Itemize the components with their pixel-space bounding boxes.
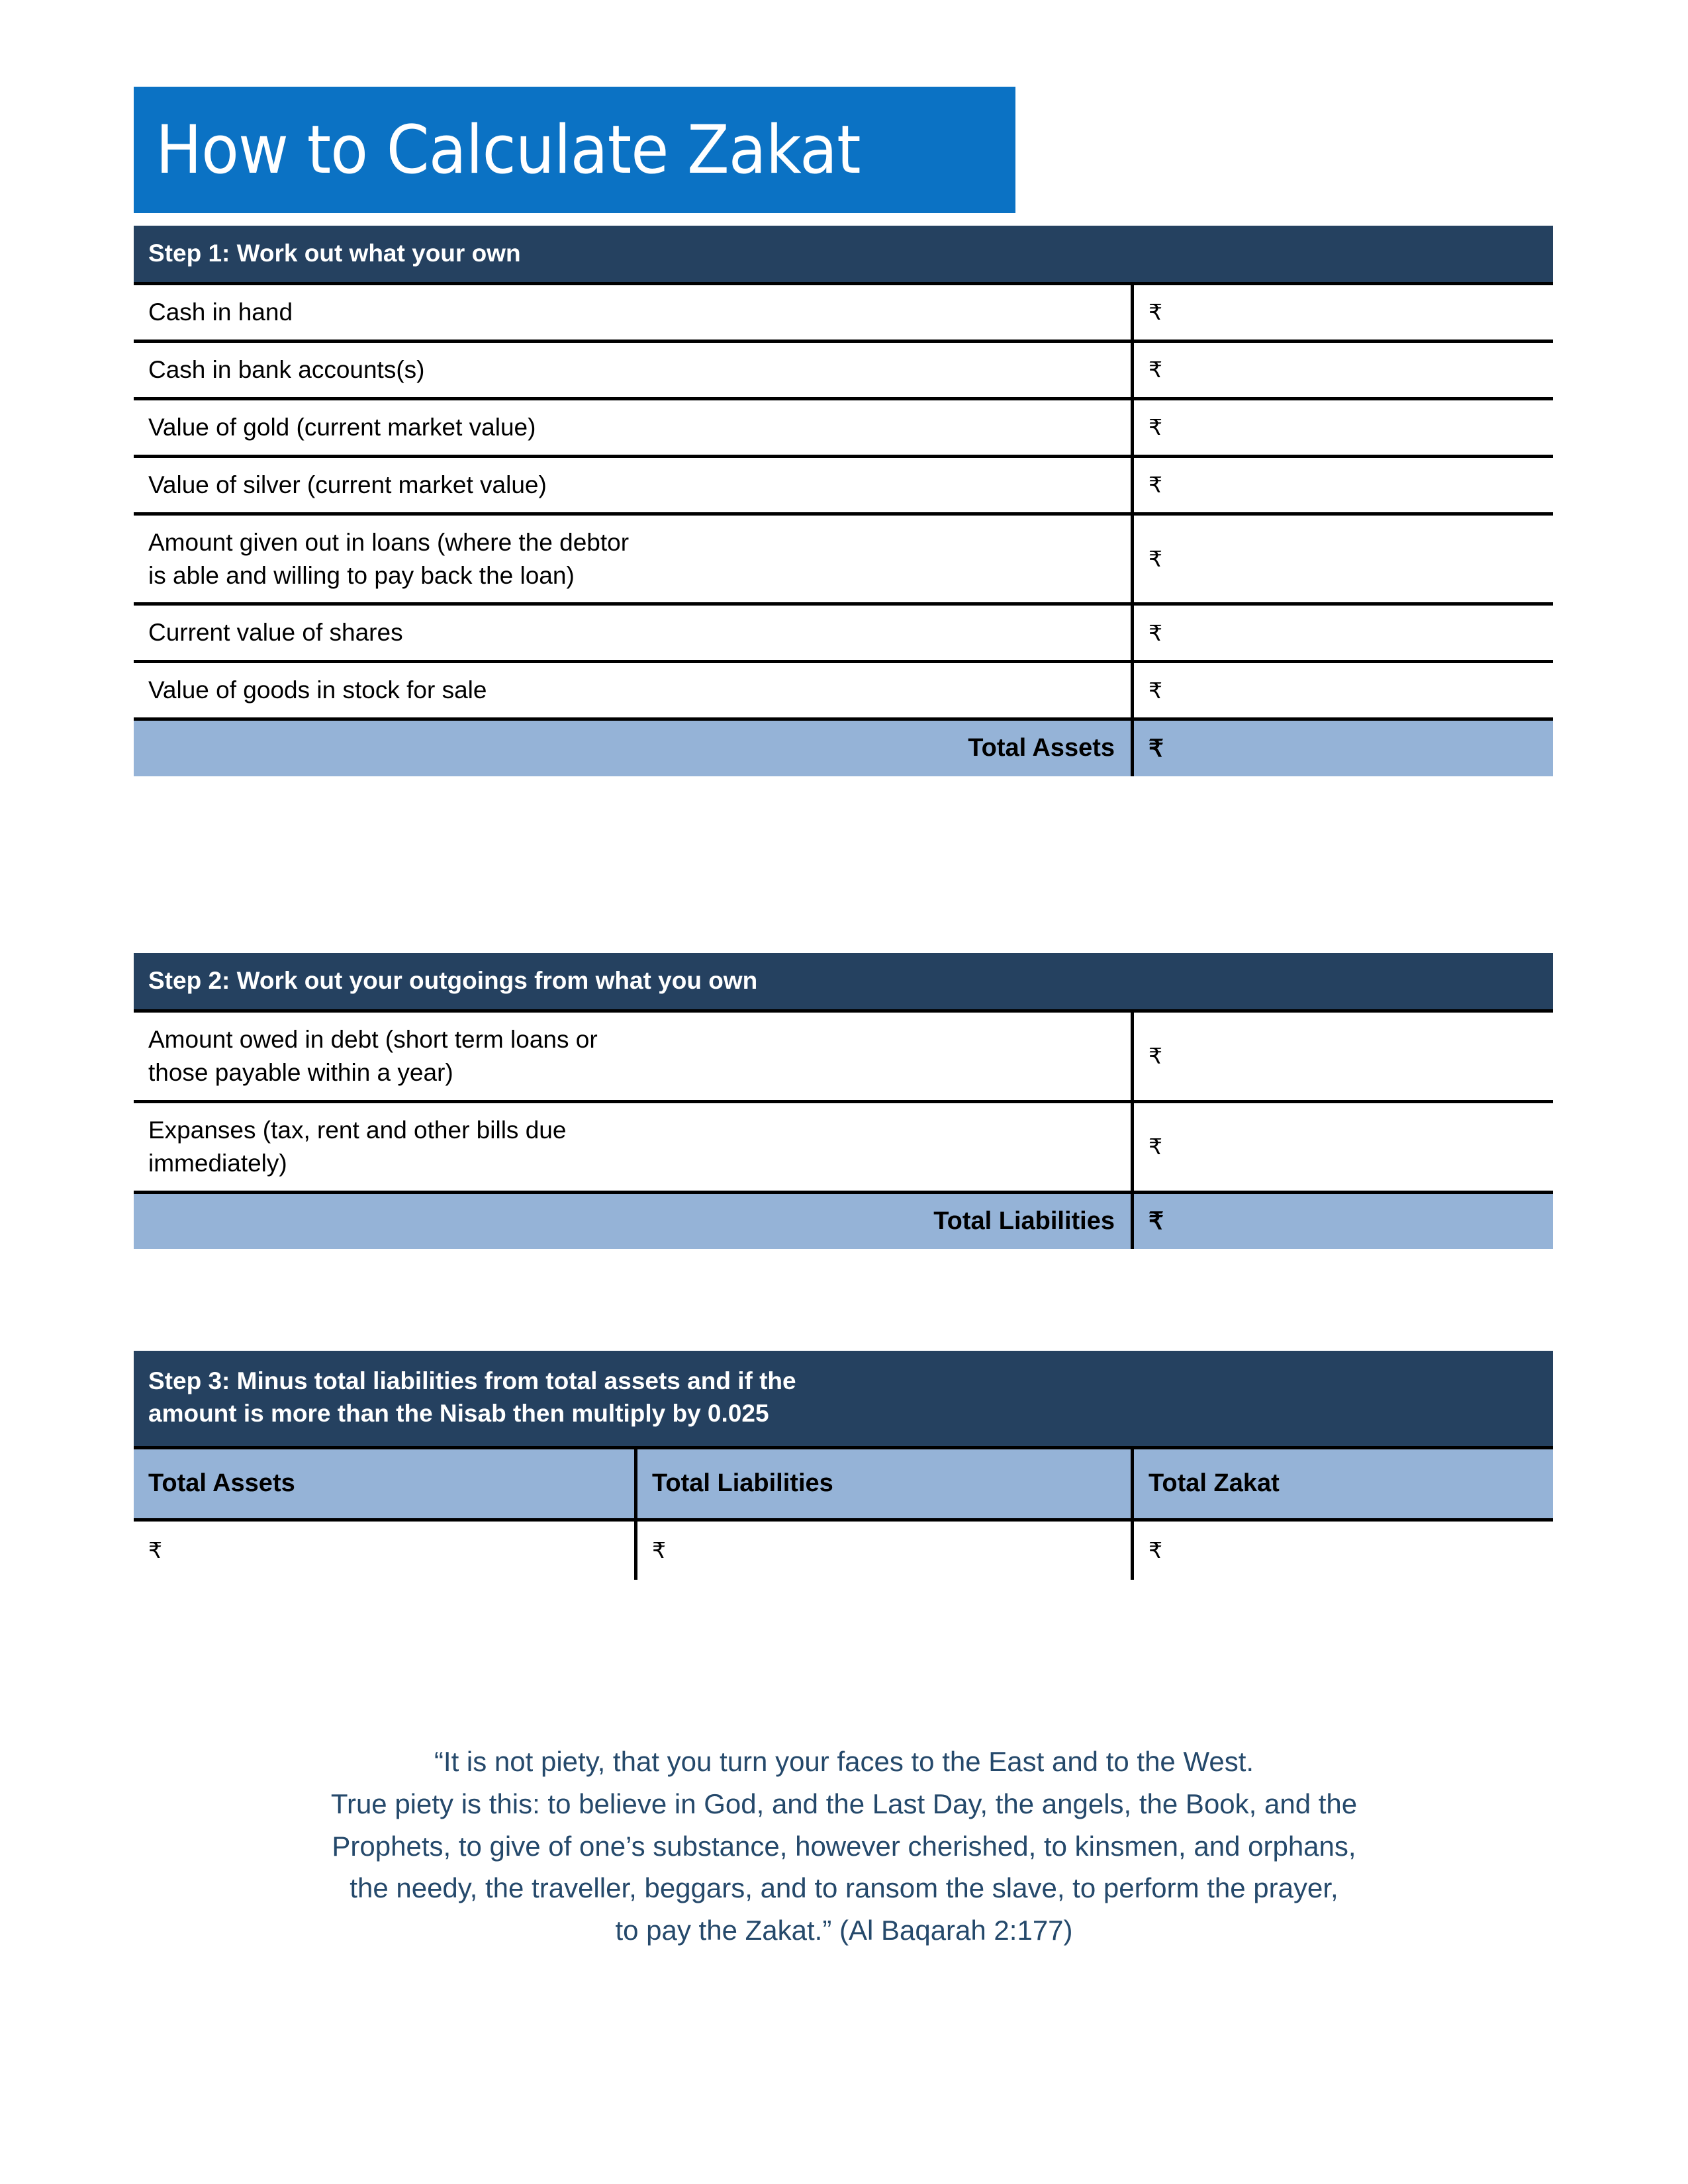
table-row xyxy=(134,663,1553,721)
row-label-line: is able and willing to pay back the loan) xyxy=(148,561,575,589)
total-assets-row xyxy=(134,721,1553,776)
row-label-line: those payable within a year) xyxy=(148,1058,453,1086)
row-label xyxy=(134,400,1131,455)
row-label-line: Amount owed in debt (short term loans or xyxy=(148,1025,598,1053)
column-header-total-zakat: Total Zakat xyxy=(1131,1449,1553,1518)
amount-input-cell[interactable]: ₹ xyxy=(1131,663,1553,717)
quote-line: Prophets, to give of one’s substance, however cherished, to kinsmen, and orphans, xyxy=(332,1830,1356,1862)
document-title-banner xyxy=(134,87,1015,213)
step1-table xyxy=(134,226,1553,776)
table-row xyxy=(134,343,1553,400)
amount-input-cell[interactable]: ₹ xyxy=(1131,400,1553,455)
quote-line: to pay the Zakat.” (Al Baqarah 2:177) xyxy=(615,1915,1073,1946)
quote-line: True piety is this: to believe in God, and the Last Day, the angels, the Book, and the xyxy=(330,1788,1358,1819)
row-label-line: Value of silver (current market value) xyxy=(148,471,547,498)
step1-header: Step 1: Work out what your own xyxy=(134,226,1553,285)
quran-quote xyxy=(0,1741,1688,1952)
step3-header-line: amount is more than the Nisab then multiply by 0.025 xyxy=(148,1399,769,1427)
quote-line: the needy, the traveller, beggars, and to ransom the slave, to perform the prayer, xyxy=(350,1872,1338,1904)
row-label xyxy=(134,285,1131,340)
column-header-total-assets: Total Assets xyxy=(148,1469,295,1498)
row-label xyxy=(134,663,1131,717)
row-label-line: immediately) xyxy=(148,1149,287,1177)
amount-input-cell[interactable]: ₹ xyxy=(1131,285,1553,340)
amount-input-cell[interactable]: ₹ xyxy=(1131,458,1553,512)
table-row xyxy=(134,285,1553,343)
step3-header xyxy=(134,1351,1553,1449)
row-label-line: Expanses (tax, rent and other bills due xyxy=(148,1116,567,1144)
row-label-line: Value of gold (current market value) xyxy=(148,413,536,441)
total-liabilities-label: Total Liabilities xyxy=(933,1206,1115,1235)
row-label-line: Amount given out in loans (where the debtor xyxy=(148,528,630,556)
amount-input-cell[interactable]: ₹ xyxy=(1131,1013,1553,1100)
amount-input-cell[interactable]: ₹ xyxy=(1131,516,1553,603)
row-label-line: Cash in hand xyxy=(148,298,293,326)
step3-value-row xyxy=(134,1522,1553,1580)
row-label xyxy=(134,343,1131,397)
table-row xyxy=(134,516,1553,606)
row-label xyxy=(134,516,1131,603)
value-total-liabilities[interactable]: ₹ xyxy=(634,1522,1131,1580)
total-liabilities-value[interactable]: ₹ xyxy=(1131,1194,1553,1249)
row-label xyxy=(134,1013,1131,1100)
value-total-zakat[interactable]: ₹ xyxy=(1131,1522,1553,1580)
total-liabilities-row xyxy=(134,1194,1553,1249)
row-label xyxy=(134,1103,1131,1191)
step3-column-headers xyxy=(134,1449,1553,1522)
step3-table xyxy=(134,1351,1553,1580)
table-row xyxy=(134,400,1553,458)
amount-input-cell[interactable]: ₹ xyxy=(1131,343,1553,397)
total-assets-label: Total Assets xyxy=(968,734,1115,762)
total-assets-value[interactable]: ₹ xyxy=(1131,721,1553,776)
column-header-total-liabilities: Total Liabilities xyxy=(634,1449,1131,1518)
amount-input-cell[interactable]: ₹ xyxy=(1131,1103,1553,1191)
table-row xyxy=(134,1013,1553,1103)
page-title: How to Calculate Zakat xyxy=(156,111,861,189)
step3-header-line: Step 3: Minus total liabilities from total assets and if the xyxy=(148,1367,796,1394)
step2-table xyxy=(134,953,1553,1249)
table-row xyxy=(134,1103,1553,1194)
row-label-line: Cash in bank accounts(s) xyxy=(148,355,425,383)
table-row xyxy=(134,606,1553,663)
value-total-assets[interactable]: ₹ xyxy=(148,1538,162,1563)
quote-line: “It is not piety, that you turn your faces to the East and to the West. xyxy=(434,1746,1254,1777)
row-label xyxy=(134,458,1131,512)
table-row xyxy=(134,458,1553,516)
row-label-line: Value of goods in stock for sale xyxy=(148,676,487,704)
step2-header: Step 2: Work out your outgoings from what you own xyxy=(134,953,1553,1013)
amount-input-cell[interactable]: ₹ xyxy=(1131,606,1553,660)
row-label xyxy=(134,606,1131,660)
row-label-line: Current value of shares xyxy=(148,619,403,647)
